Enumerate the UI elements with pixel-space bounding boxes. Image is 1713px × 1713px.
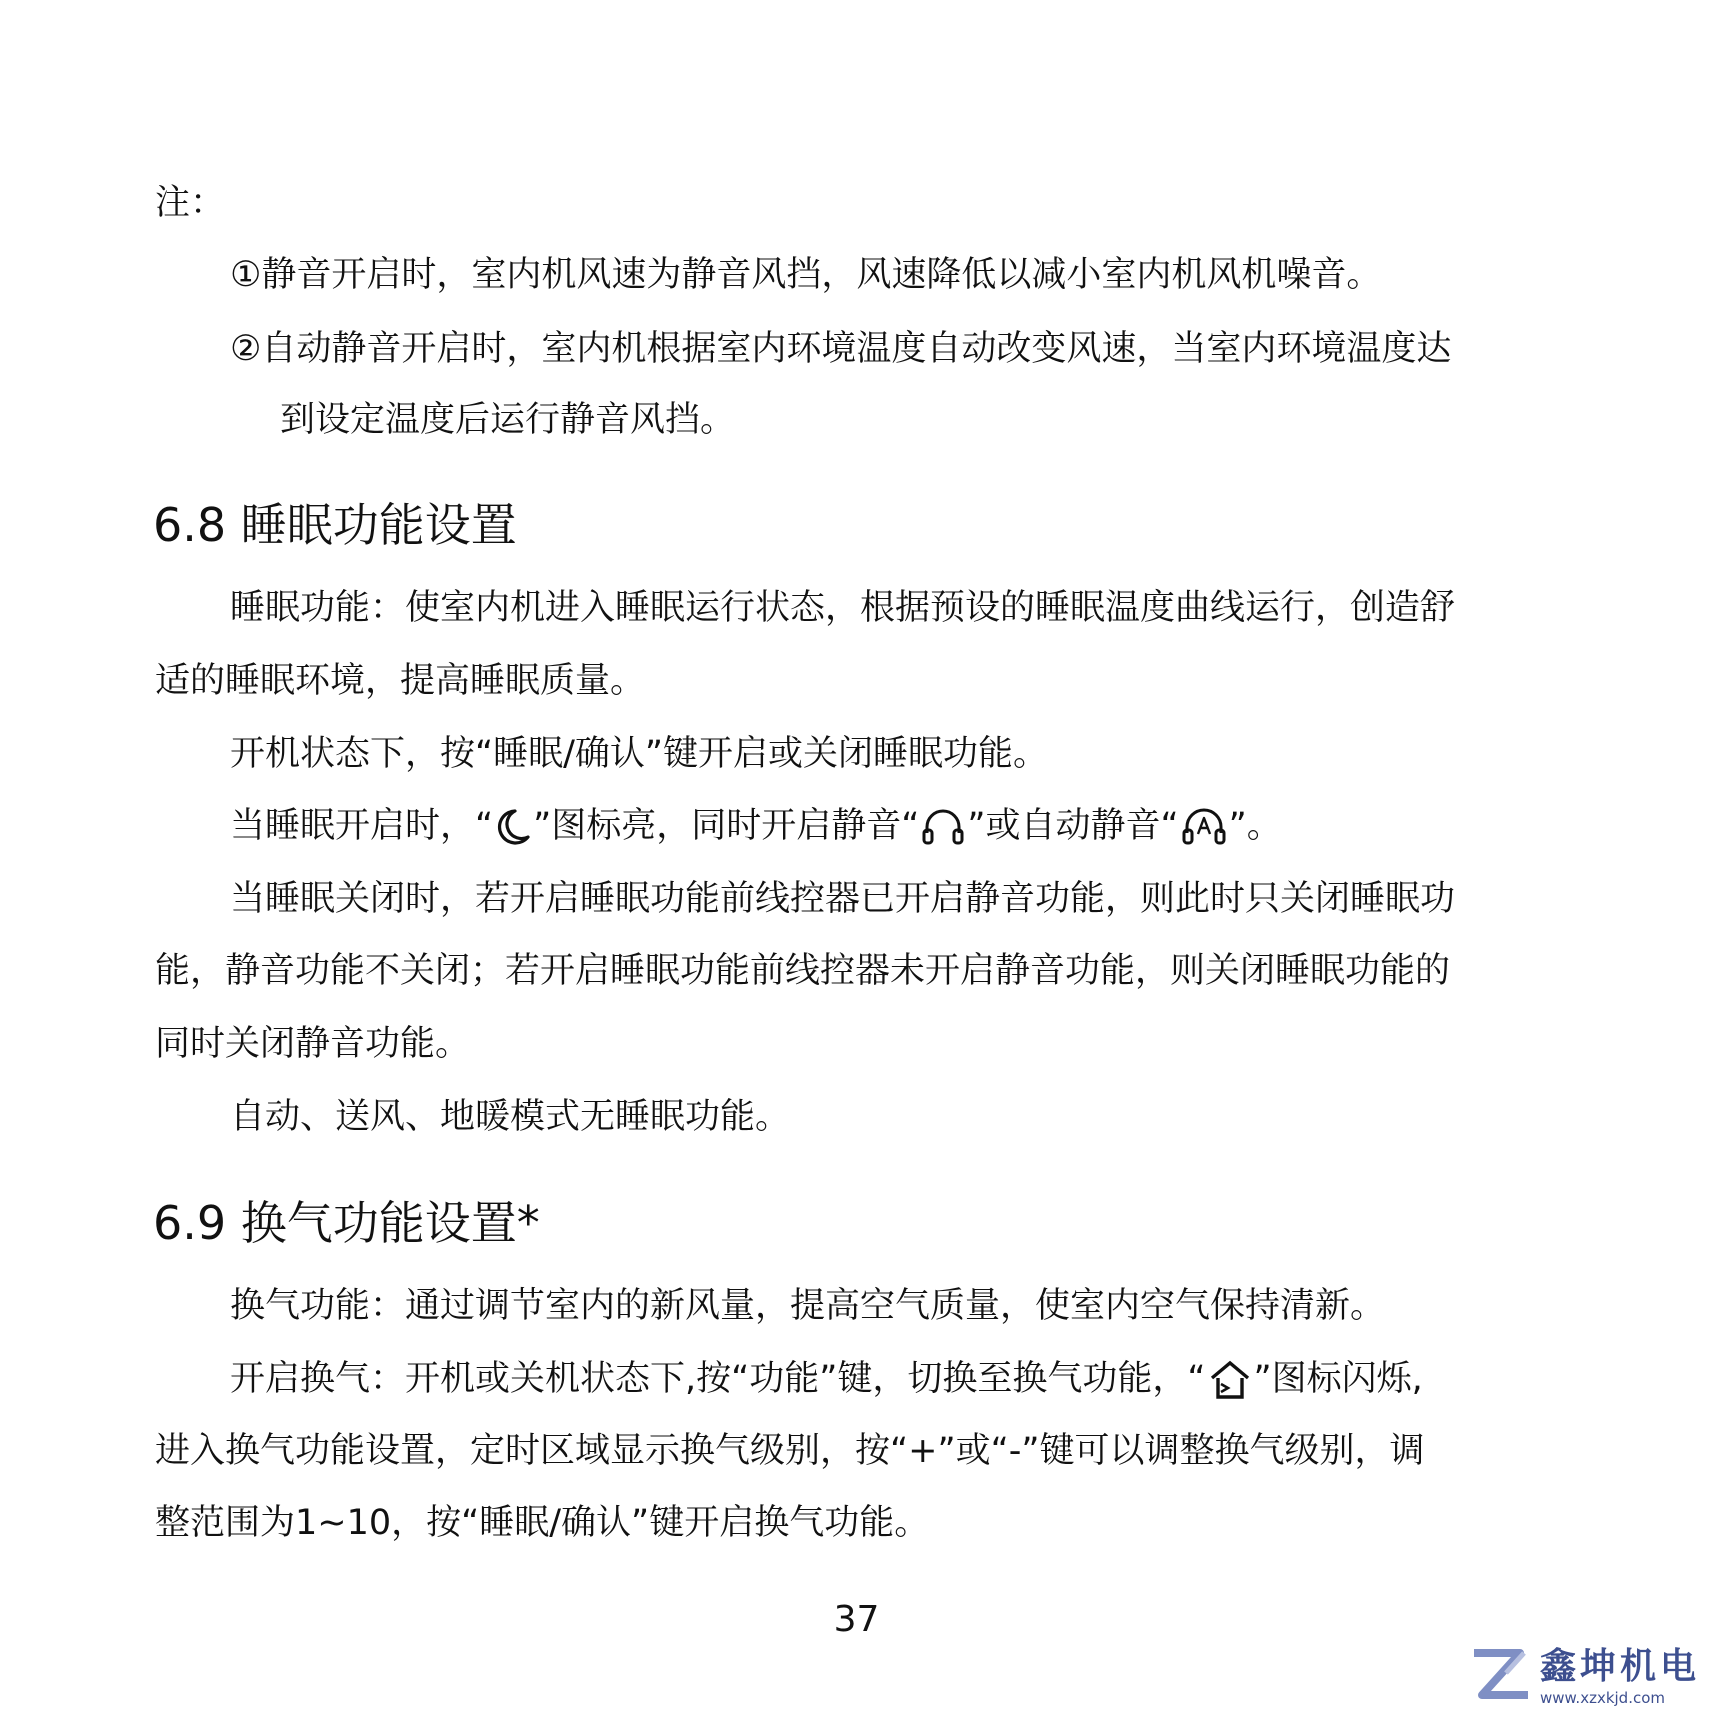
sleep-para-1-line-2: 适的睡眠环境，提高睡眠质量。 (155, 661, 646, 701)
moon-icon (495, 807, 531, 847)
watermark-logo (1468, 1645, 1708, 1709)
sleep-para-3-part-1: 当睡眠开启时，“ (230, 806, 494, 846)
sleep-para-3-part-3: ”或自动静音“ (967, 806, 1179, 846)
sleep-para-3-part-4: ”。 (1228, 806, 1282, 846)
watermark-z-icon (1468, 1645, 1534, 1707)
ventilation-para-2-line-1 (230, 1358, 1635, 1402)
sleep-para-3-part-2: ”图标亮，同时开启静音“ (533, 806, 920, 846)
section-heading-6-8: 6.8 睡眠功能设置 (153, 498, 517, 552)
sleep-para-2: 开机状态下，按“睡眠/确认”键开启或关闭睡眠功能。 (230, 734, 1049, 774)
ventilation-para-2-part-1: 开启换气：开机或关机状态下,按“功能”键，切换至换气功能，“ (230, 1359, 1206, 1399)
ventilation-para-2-line-2: 进入换气功能设置，定时区域显示换气级别，按“+”或“-”键可以调整换气级别，调 (155, 1431, 1425, 1471)
house-ventilation-icon (1208, 1358, 1252, 1402)
sleep-para-4-line-3: 同时关闭静音功能。 (155, 1024, 471, 1064)
ventilation-para-2-line-3: 整范围为1~10，按“睡眠/确认”键开启换气功能。 (155, 1503, 930, 1543)
ventilation-para-1: 换气功能：通过调节室内的新风量，提高空气质量，使室内空气保持清新。 (230, 1286, 1386, 1326)
ventilation-para-2-part-2: ”图标闪烁, (1253, 1359, 1423, 1399)
sleep-para-5: 自动、送风、地暖模式无睡眠功能。 (230, 1097, 791, 1137)
note-item-1: ①静音开启时，室内机风速为静音风挡，风速降低以减小室内机风机噪音。 (230, 255, 1382, 295)
page-number: 37 (833, 1599, 880, 1640)
sleep-para-4-line-1: 当睡眠关闭时，若开启睡眠功能前线控器已开启静音功能，则此时只关闭睡眠功 (230, 879, 1456, 919)
watermark-url: www.xzxkjd.com (1540, 1689, 1666, 1707)
sleep-para-4-line-2: 能，静音功能不关闭；若开启睡眠功能前线控器未开启静音功能，则关闭睡眠功能的 (155, 951, 1451, 991)
sleep-para-1-line-1: 睡眠功能：使室内机进入睡眠运行状态，根据预设的睡眠温度曲线运行，创造舒 (230, 588, 1456, 628)
notes-label: 注： (155, 183, 226, 223)
note-item-2-line-1: ②自动静音开启时，室内机根据室内环境温度自动改变风速，当室内环境温度达 (230, 329, 1452, 369)
section-heading-6-9: 6.9 换气功能设置* (153, 1196, 540, 1250)
sleep-para-3 (230, 806, 1635, 847)
note-item-2-line-2: 到设定温度后运行静音风挡。 (280, 400, 736, 440)
watermark-name: 鑫坤机电 (1540, 1646, 1701, 1687)
headphones-icon (921, 807, 965, 847)
auto-mute-headphones-icon (1181, 807, 1227, 847)
